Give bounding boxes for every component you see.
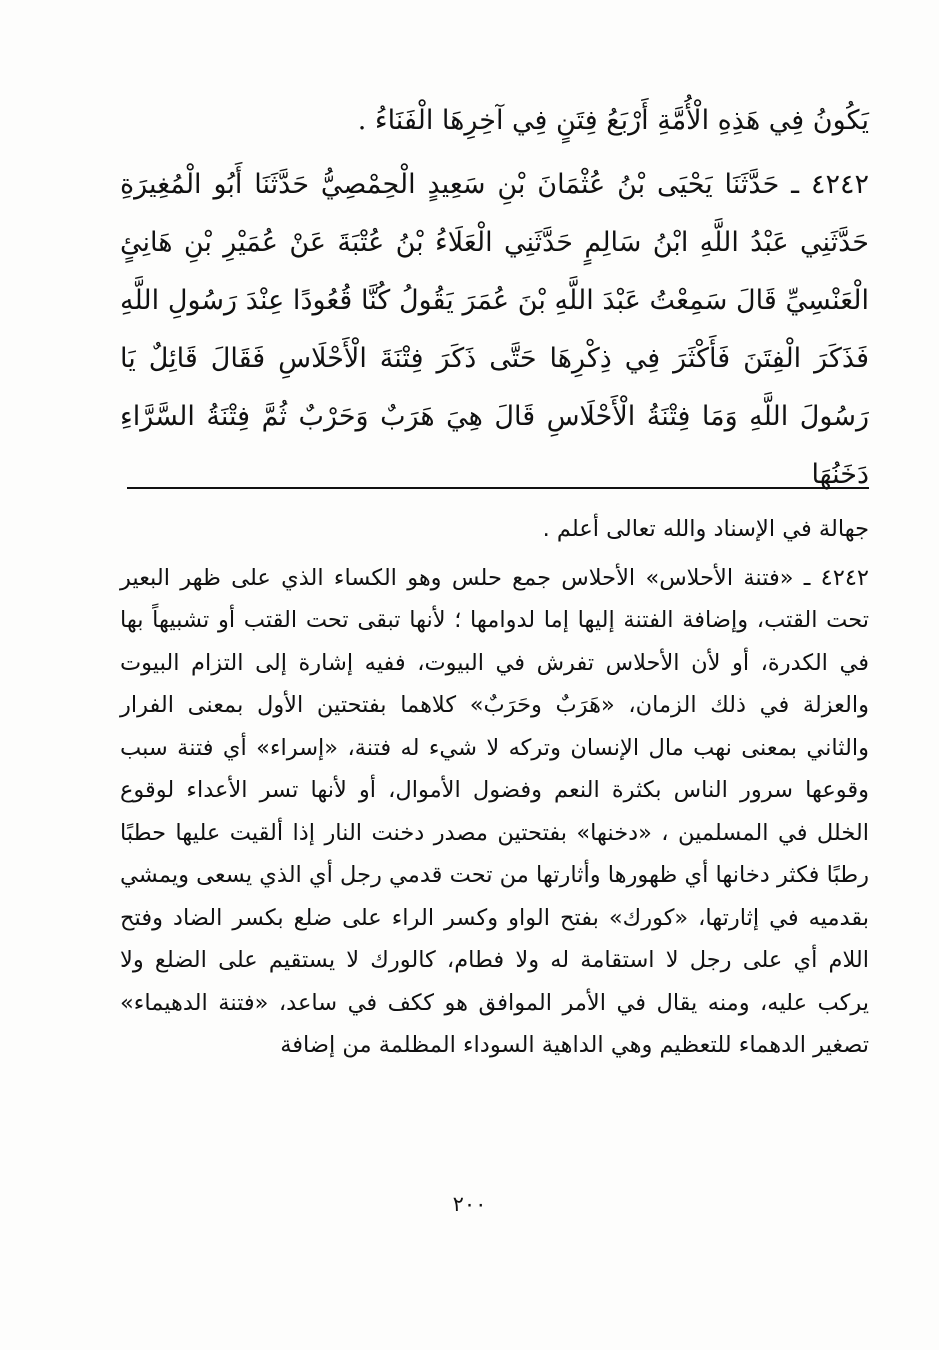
footnote-divider <box>127 487 869 489</box>
commentary-block <box>120 508 869 1067</box>
hadith-text-block <box>120 92 869 504</box>
page-number: ٢٠٠ <box>452 1192 487 1216</box>
hadith-4242: ٤٢٤٢ ـ حَدَّثَنَا يَحْيَى بْنُ عُثْمَانَ بْنِ سَعِيدٍ الْحِمْصِيُّ حَدَّثَنَا أَبُو الْمُغِيرَةِ حَدَّثَنِي عَبْدُ اللَّهِ ابْنُ سَالِمٍ حَدَّثَنِي الْعَلَاءُ بْنُ عُتْبَةَ عَنْ عُمَيْرِ بْنِ هَانِئٍ الْعَنْسِيِّ قَالَ سَمِعْتُ عَبْدَ اللَّهِ بْنَ عُمَرَ يَقُولُ كُنَّا قُعُودًا عِنْدَ رَسُولِ اللَّهِ فَذَكَرَ الْفِتَنَ فَأَكْثَرَ فِي ذِكْرِهَا حَتَّى ذَكَرَ فِتْنَةَ الْأَحْلَاسِ فَقَالَ قَائِلٌ يَا رَسُولَ اللَّهِ وَمَا فِتْنَةُ الْأَحْلَاسِ قَالَ هِيَ هَرَبٌ وَحَرْبٌ ثُمَّ فِتْنَةُ السَّرَّاءِ دَخَنُهَا <box>120 169 869 490</box>
previous-note-ending: جهالة في الإسناد والله تعالى أعلم . <box>542 516 869 542</box>
previous-hadith-ending: يَكُونُ فِي هَذِهِ الْأُمَّةِ أَرْبَعُ فِتَنٍ فِي آخِرِهَا الْفَنَاءُ . <box>357 105 869 136</box>
commentary-4242: ٤٢٤٢ ـ «فتنة الأحلاس» الأحلاس جمع حلس وهو الكساء الذي على ظهر البعير تحت القتب، وإضافة الفتنة إليها إما لدوامها ؛ لأنها تبقى تحت القتب أو تشبيهاً بها في الكدرة، أو لأن الأحلاس تفرش في البيوت، ففيه إشارة إلى التزام البيوت والعزلة في ذلك الزمان، «هَرَبٌ وحَرَبٌ» كلاهما بفتحتين الأول بمعنى الفرار والثاني بمعنى نهب مال الإنسان وتركه لا شيء له فتنة، «إسراء» أي فتنة سبب وقوعها سرور الناس بكثرة النعم وفضول الأموال، أو لأنها تسر الأعداء لوقوع الخلل في المسلمين ، «دخنها» بفتحتين مصدر دخنت النار إذا ألقيت عليها حطبًا رطبًا فكثر دخانها أي ظهورها وأثارتها من تحت قدمي رجل أي الذي يسعى ويمشي بقدميه في إثارتها، «كورك» بفتح الواو وكسر الراء على ضلع بكسر الضاد وفتح اللام أي على رجل لا استقامة له ولا فطام، كالورك لا يستقيم على الضلع ولا يركب عليه، ومنه يقال في الأمر الموافق هو ككف في ساعد، «فتنة الدهيماء» تصغير الدهماء للتعظيم وهي الداهية السوداء المظلمة من إضافة <box>120 564 869 1058</box>
